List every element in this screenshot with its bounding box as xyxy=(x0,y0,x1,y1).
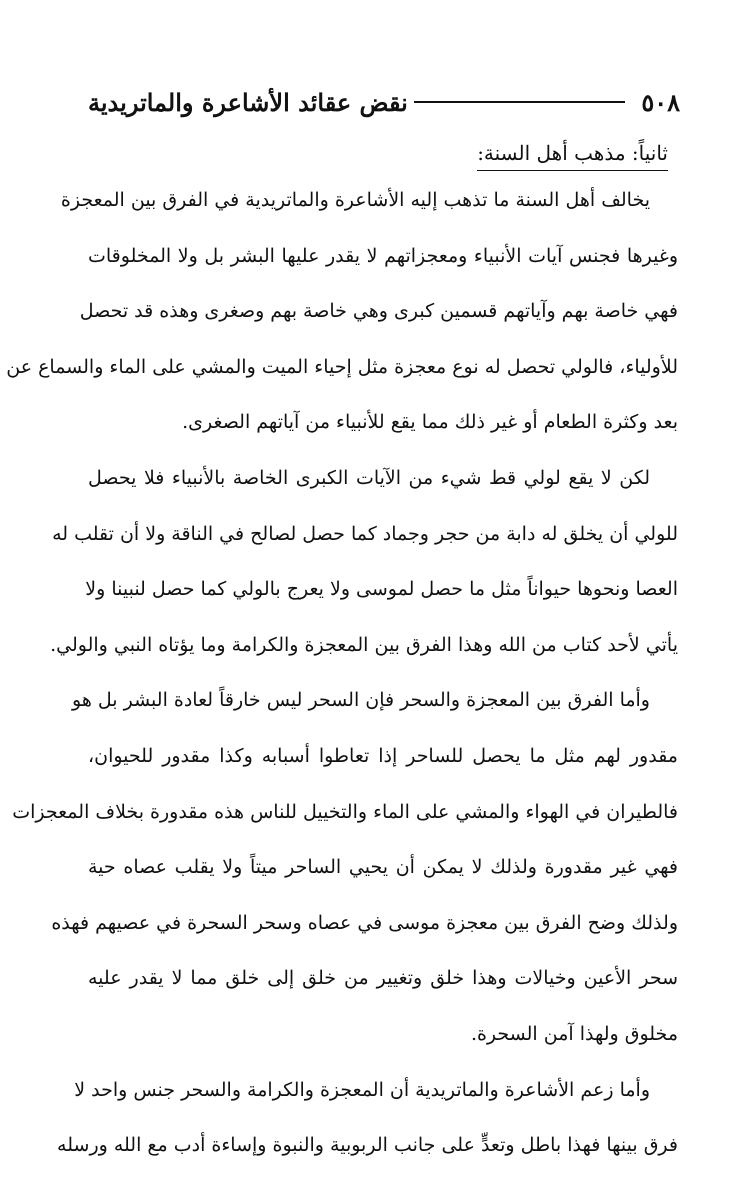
text-line: فهي غير مقدورة ولذلك لا يمكن أن يحيي الساحر ميتاً ولا يقلب عصاه حية xyxy=(88,856,678,879)
page-header xyxy=(88,82,680,122)
text-line: يخالف أهل السنة ما تذهب إليه الأشاعرة والماتريدية في الفرق بين المعجزة xyxy=(60,189,650,211)
paragraph-2 xyxy=(50,460,678,682)
text-line: وأما زعم الأشاعرة والماتريدية أن المعجزة والكرامة والسحر جنس واحد لا xyxy=(74,1078,650,1101)
text-line: وأما الفرق بين المعجزة والسحر فإن السحر ليس خارقاً لعادة البشر بل هو xyxy=(72,689,650,712)
text-line: مقدور لهم مثل ما يحصل للساحر إذا تعاطوا أسبابه وكذا مقدور للحيوان، xyxy=(88,744,678,767)
text-line: العصا ونحوها حيواناً مثل ما حصل لموسى ولا يعرج بالولي كما حصل لنبينا ولا xyxy=(85,578,678,601)
paragraph-4 xyxy=(57,1072,678,1183)
text-line: ولذلك وضح الفرق بين معجزة موسى في عصاه وسحر السحرة في عصيهم فهذه xyxy=(51,911,678,934)
text-line: فهي خاصة بهم وآياتهم قسمين كبرى وهي خاصة بهم وصغرى وهذه قد تحصل xyxy=(79,300,678,323)
body-text xyxy=(6,182,678,1183)
text-line: فرق بينها فهذا باطل وتعدٍّ على جانب الربوبية والنبوة وإساءة أدب مع الله ورسله xyxy=(57,1134,678,1157)
paragraph-3 xyxy=(12,682,678,1071)
header-rule xyxy=(414,101,626,103)
text-line: يأتي لأحد كتاب من الله وهذا الفرق بين المعجزة والكرامة وما يؤتاه النبي والولي. xyxy=(50,633,678,656)
page-number: ٥٠٨ xyxy=(641,87,680,117)
section-heading: ثانياً: مذهب أهل السنة: xyxy=(477,138,668,171)
text-line: للولي أن يخلق له دابة من حجر وجماد كما حصل لصالح في الناقة ولا أن تقلب له xyxy=(52,522,678,545)
text-line: لكن لا يقع لولي قط شيء من الآيات الكبرى الخاصة بالأنبياء فلا يحصل xyxy=(88,466,650,489)
text-line: للأولياء، فالولي تحصل له نوع معجزة مثل إحياء الميت والمشي على الماء والسماع عن xyxy=(6,355,678,378)
text-line: فالطيران في الهواء والمشي على الماء والتخييل للناس هذه مقدورة بخلاف المعجزات xyxy=(12,800,678,823)
text-line: وغيرها فجنس آيات الأنبياء ومعجزاتهم لا يقدر عليها البشر بل ولا المخلوقات xyxy=(88,244,678,267)
text-line: مخلوق ولهذا آمن السحرة. xyxy=(470,1022,678,1045)
text-line: بعد وكثرة الطعام أو غير ذلك مما يقع للأنبياء من آياتهم الصغرى. xyxy=(182,411,678,434)
text-line: سحر الأعين وخيالات وهذا خلق وتغيير من خلق إلى خلق مما لا يقدر عليه xyxy=(88,967,678,990)
paragraph-1 xyxy=(6,182,678,460)
running-title: نقض عقائد الأشاعرة والماتريدية xyxy=(88,87,408,117)
